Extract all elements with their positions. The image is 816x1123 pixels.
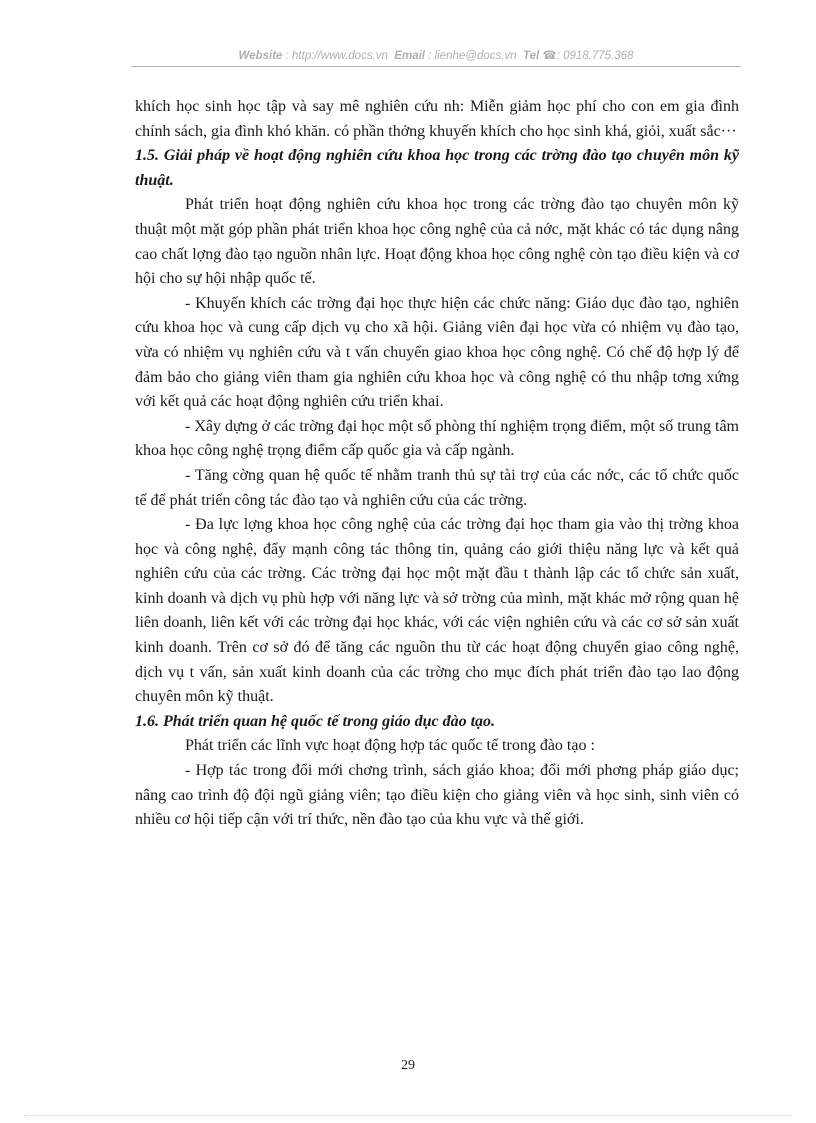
email-value: : lienhe@docs.vn [428, 50, 517, 62]
email-label: Email [394, 50, 425, 62]
paragraph: - Tăng cờng quan hệ quốc tế nhằm tranh thủ sự tài trợ của các nớc, các tổ chức quốc tế để phát triển công tác đào tạo và nghiên cứu của các trờng. [135, 466, 739, 509]
tel-label: Tel [522, 50, 540, 62]
page-number: 29 [401, 1058, 415, 1073]
paragraph: Phát triển các lĩnh vực hoạt động hợp tác quốc tế trong đào tạo : [185, 737, 595, 755]
header-divider [131, 66, 741, 67]
section-heading-1-6: 1.6. Phát triển quan hệ quốc tế trong giáo dục đào tạo. [135, 712, 496, 730]
tel-value: : 0918.775.368 [556, 50, 634, 62]
website-value: : http://www.docs.vn [285, 50, 388, 62]
paragraph: Phát triển hoạt động nghiên cứu khoa học trong các trờng đào tạo chuyên môn kỹ thuật một mặt góp phần phát triển khoa học công nghệ của cả nớc, mặt khác có tác dụng nâng cao chất lợng đào tạo nguồn nhân lực. Hoạt động khoa học công nghệ còn tạo điều kiện và cơ hội cho sự hội nhập quốc tế. [135, 196, 739, 288]
page-header [131, 48, 741, 62]
phone-icon: ☎ [542, 50, 557, 62]
document-body [135, 95, 739, 833]
paragraph: - Hợp tác trong đổi mới chơng trình, sách giáo khoa; đổi mới phơng pháp giáo dục; nâng cao trình độ đội ngũ giảng viên; tạo điều kiện cho giảng viên và học sinh, sinh viên có nhiều cơ hội tiếp cận với trí thức, nền đào tạo của khu vực và thế giới. [135, 762, 739, 829]
paragraph: - Khuyến khích các trờng đại học thực hiện các chức năng: Giáo dục đào tạo, nghiên cứu khoa học và cung cấp dịch vụ cho xã hội. Giảng viên đại học vừa có nhiệm vụ đào tạo, vừa có nhiệm vụ nghiên cứu và t vấn chuyển giao khoa học công nghệ. Có chế độ hợp lý để đảm bảo cho giảng viên tham gia nghiên cứu khoa học và công nghệ có thu nhập tơng xứng với kết quả các hoạt động nghiên cứu triển khai. [135, 294, 739, 411]
section-heading-1-5: 1.5. Giải pháp về hoạt động nghiên cứu khoa học trong các trờng đào tạo chuyên môn kỹ thuật. [135, 147, 739, 189]
website-label: Website [238, 50, 283, 62]
paragraph: - Đa lực lợng khoa học công nghệ của các trờng đại học tham gia vào thị trờng khoa học và công nghệ, đẩy mạnh công tác thông tin, quảng cáo giới thiệu năng lực và kết quả nghiên cứu của các trờng. Các trờng đại học một mặt đầu t thành lập các tổ chức sản xuất, kinh doanh và dịch vụ phù hợp với năng lực và sở trờng của mình, mặt khác mở rộng quan hệ liên doanh, liên kết với các trờng đại học khác, với các viện nghiên cứu và các cơ sở sản xuất kinh doanh. Trên cơ sở đó để tăng các nguồn thu từ các hoạt động chuyển giao công nghệ, dịch vụ t vấn, sản xuất kinh doanh của các trờng cho mục đích phát triển đào tạo lao động chuyên môn kỹ thuật. [135, 516, 739, 706]
page-bottom-border [24, 1115, 792, 1116]
paragraph: - Xây dựng ở các trờng đại học một số phòng thí nghiệm trọng điểm, một số trung tâm khoa học công nghệ trọng điểm cấp quốc gia và cấp ngành. [135, 417, 739, 460]
paragraph-continuation: khích học sinh học tập và say mê nghiên cứu nh: Miễn giảm học phí cho con em gia đình chính sách, gia đình khó khăn. có phần thởng khuyến khích cho học sinh khá, giỏi, xuất sắc··· [135, 98, 739, 140]
